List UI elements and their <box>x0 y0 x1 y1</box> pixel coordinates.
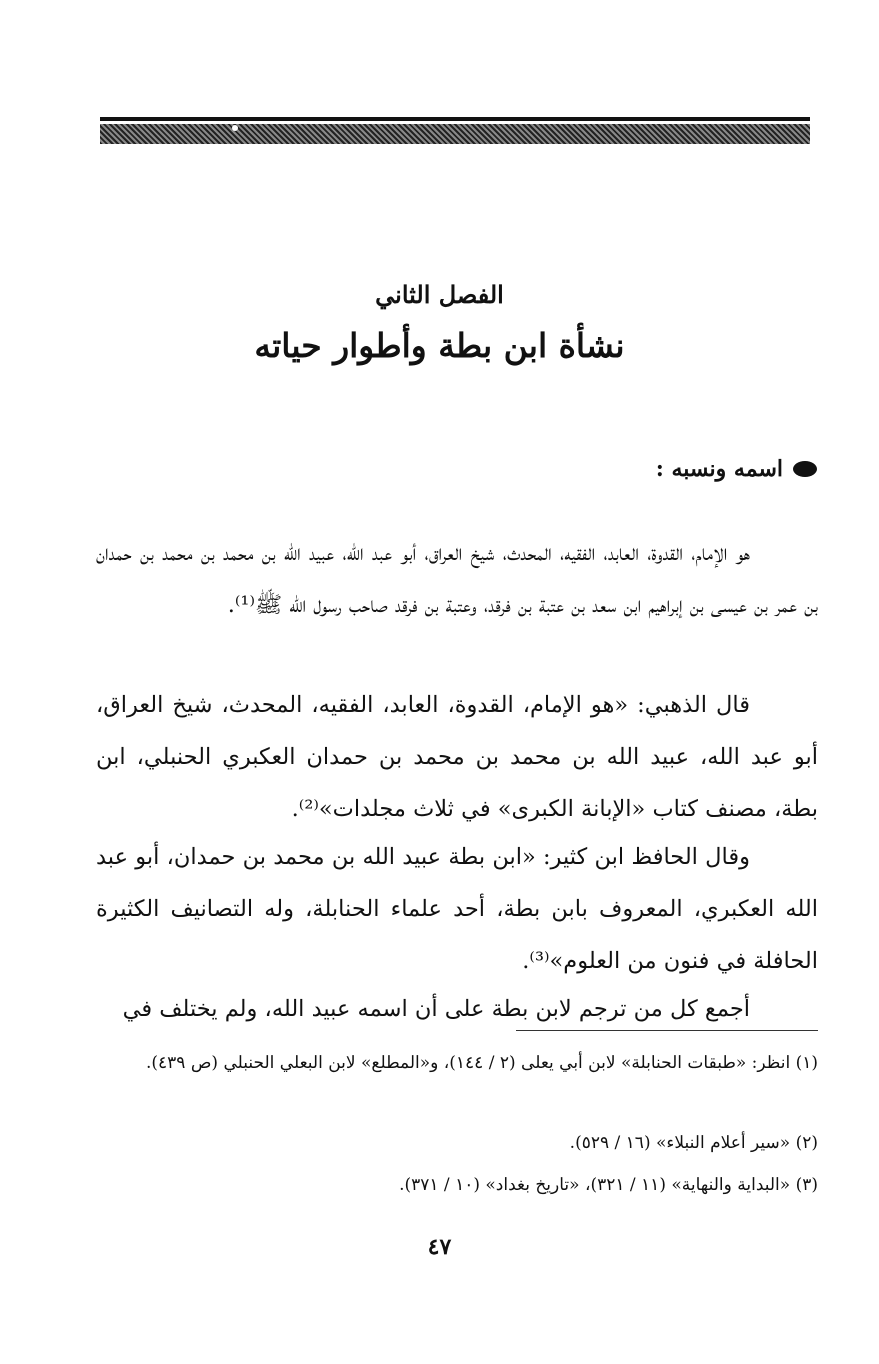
section-heading <box>656 456 817 482</box>
paragraph-4: أجمع كل من ترجم لابن بطة على أن اسمه عبيد الله، ولم يختلف في <box>122 995 750 1022</box>
paragraph-1: هو الإمام، القدوة، العابد، الفقيه، المحدث، شيخ العراق، أبو عبد الله، عبيد الله بن محمد بن محمد بن حمدان بن عمر بن عيسى بن إبراهيم ابن سعد بن عتبة بن فرقد، وعتبة بن فرقد صاحب رسول الله ﷺ⁽¹⁾. <box>96 539 818 618</box>
footnote-separator <box>516 1030 818 1031</box>
page-number: ٤٧ <box>427 1234 452 1260</box>
header-ornament-band <box>100 124 810 144</box>
header-rule <box>100 117 810 121</box>
footnote-3: (٣) «البداية والنهاية» (١١ / ٣٢١)، «تاريخ بغداد» (١٠ / ٣٧١). <box>399 1175 818 1195</box>
section-heading-text: اسمه ونسبه : <box>655 456 783 482</box>
footnote-2: (٢) «سير أعلام النبلاء» (١٦ / ٥٢٩). <box>569 1133 818 1153</box>
bullet-icon <box>793 461 817 477</box>
chapter-title: نشأة ابن بطة وأطوار حياته <box>254 326 625 365</box>
footnote-1: (١) انظر: «طبقات الحنابلة» لابن أبي يعلى (٢ / ١٤٤)، و«المطلع» لابن البعلي الحنبلي (ص ٤٣٩). <box>146 1053 818 1073</box>
ornament-dot <box>232 125 238 131</box>
chapter-label: الفصل الثاني <box>375 280 504 309</box>
paragraph-2: قال الذهبي: «هو الإمام، القدوة، العابد، الفقيه، المحدث، شيخ العراق، أبو عبد الله، عبيد الله بن محمد بن محمد بن حمدان العكبري الحنبلي، ابن بطة، مصنف كتاب «الإبانة الكبرى» في ثلاث مجلدات»⁽²⁾. <box>96 691 818 822</box>
paragraph-3: وقال الحافظ ابن كثير: «ابن بطة عبيد الله بن محمد بن حمدان، أبو عبد الله العكبري، المعروف بابن بطة، أحد علماء الحنابلة، وله التصانيف الكثيرة الحافلة في فنون من العلوم»⁽³⁾. <box>96 843 819 974</box>
